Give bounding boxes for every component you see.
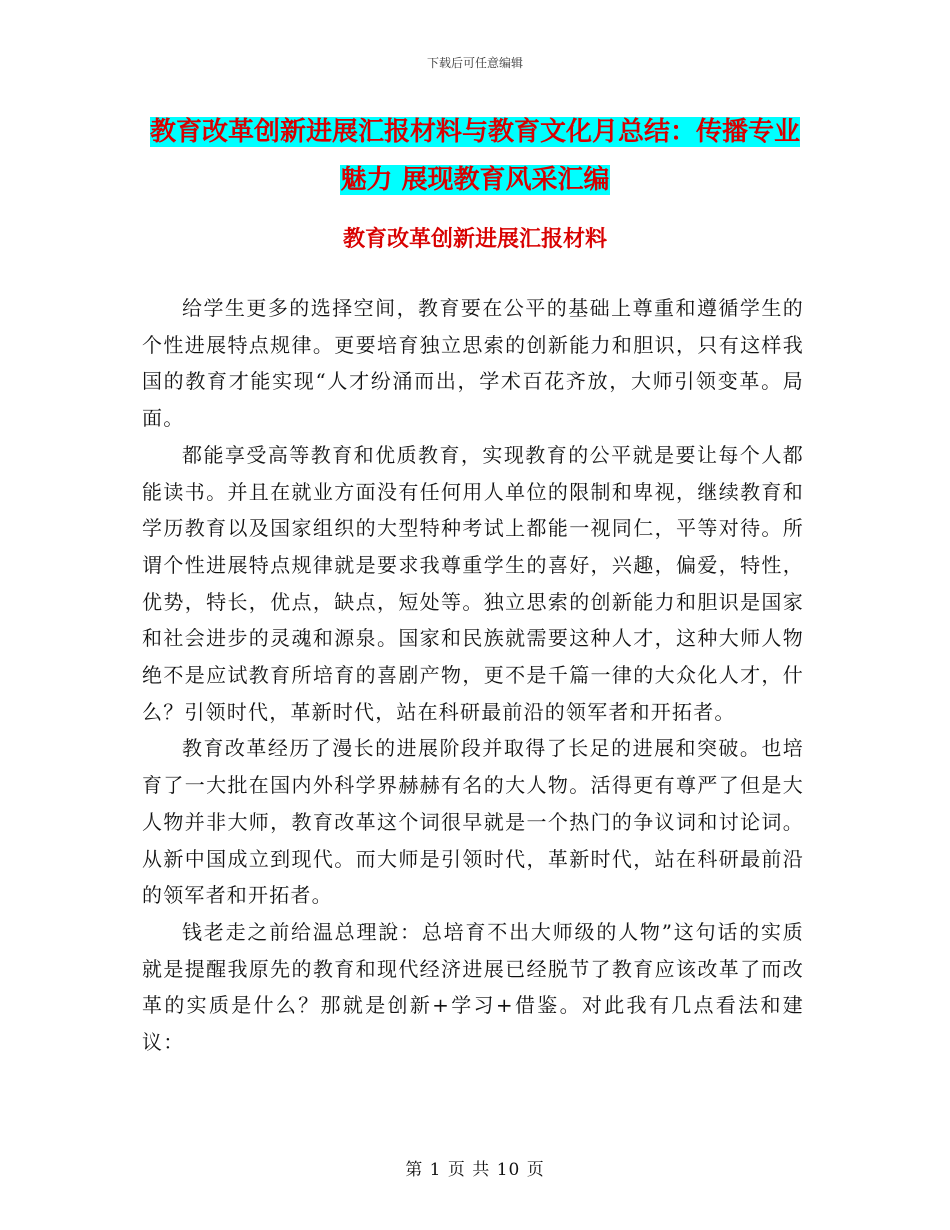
section-title: 教育改革创新进展汇报材料 (342, 227, 607, 252)
main-title-text: 教育改革创新进展汇报材料与教育文化月总结：传播专业魅力 展现教育风采汇编 (149, 117, 800, 195)
main-title (140, 108, 810, 204)
page-footer: 第 1 页 共 10 页 (405, 1160, 545, 1180)
paragraph-2: 都能享受高等教育和优质教育，实现教育的公平就是要让每个人都能读书。并且在就业方面没有任何用人单位的限制和卑视，继续教育和学历教育以及国家组织的大型特种考试上都能一视同仁，平等对待。所谓个性进展特点规律就是要求我尊重学生的喜好，兴趣，偏爱，特性，优势，特长，优点，缺点，短处等。独立思索的创新能力和胆识是国家和社会进步的灵魂和源泉。国家和民族就需要这种人才，这种大师人物绝不是应试教育所培育的喜剧产物，更不是千篇一律的大众化人才，什么？引领时代，革新时代，站在科研最前沿的领军者和开拓者。 (142, 442, 804, 724)
paragraph-1: 给学生更多的选择空间，教育要在公平的基础上尊重和遵循学生的个性进展特点规律。更要培育独立思索的创新能力和胆识，只有这样我国的教育才能实现“人才纷涌而出，学术百花齐放，大师引领变革。局面。 (142, 296, 804, 431)
header-note: 下载后可任意编辑 (426, 56, 523, 70)
body-text (142, 290, 804, 1061)
paragraph-4: 钱老走之前给温总理說：总培育不出大师级的人物”这句话的实质就是提醒我原先的教育和现代经济进展已经脱节了教育应该改革了而改革的实质是什么？那就是创新+学习+借鉴。对此我有几点看法和建议： (142, 919, 804, 1055)
paragraph-3: 教育改革经历了漫长的进展阶段并取得了长足的进展和突破。也培育了一大批在国内外科学界赫赫有名的大人物。活得更有尊严了但是大人物并非大师，教育改革这个词很早就是一个热门的争议词和讨论词。从新中国成立到现代。而大师是引领时代，革新时代，站在科研最前沿的领军者和开拓者。 (142, 736, 804, 908)
